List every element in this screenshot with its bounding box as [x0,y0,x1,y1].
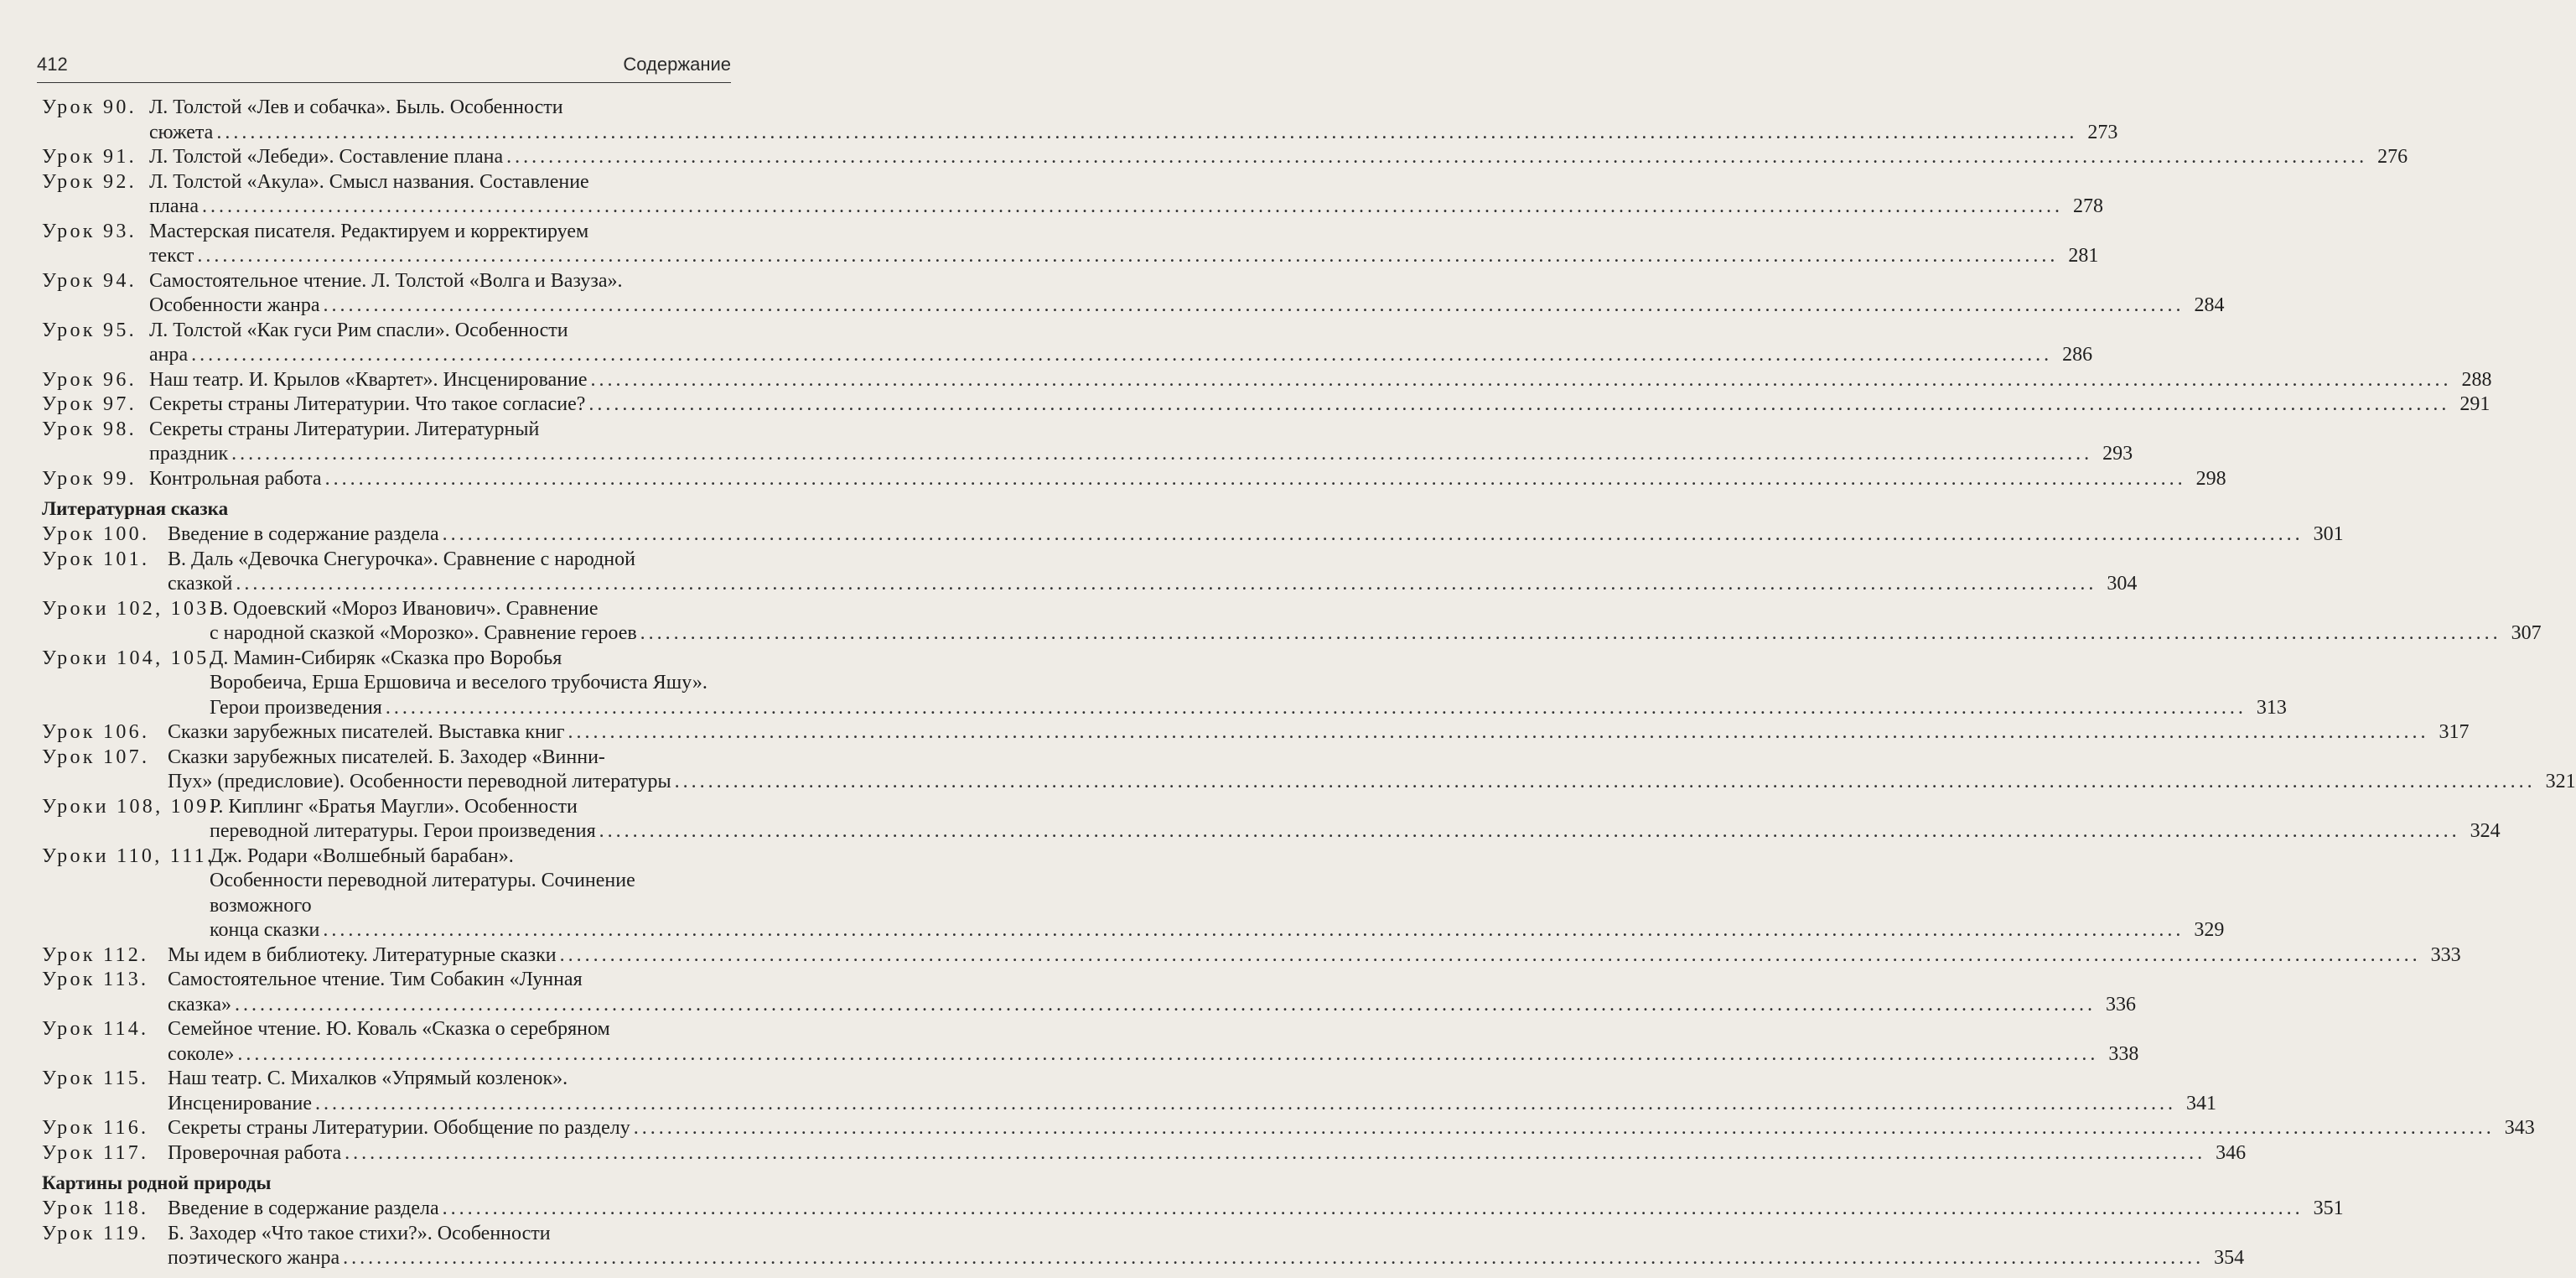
toc-entry [42,1197,2344,1222]
leader-dots: .............................................................................................................................................................................................................................. [236,573,2097,595]
leader-dots: .............................................................................................................................................................................................................................. [237,1042,2099,1065]
lesson-label: Урок 115. [42,1068,149,1089]
entry-title [149,467,2226,492]
title-line [210,621,2542,647]
lesson-label: Урок 118. [42,1197,149,1219]
lesson-label: Урок 114. [42,1018,149,1040]
leader-dots: .............................................................................................................................................................................................................................. [315,1092,2177,1114]
leader-dots: .............................................................................................................................................................................................................................. [442,523,2304,545]
entry-title [168,548,2138,597]
lesson-label: Урок 94. [42,269,137,292]
entry-title [168,1141,2247,1166]
entry-title [149,220,2099,269]
leader-dots: .............................................................................................................................................................................................................................. [674,771,2536,792]
title-text: Введение в содержание раздела [168,1197,439,1219]
title-line [168,1222,739,1247]
lesson-label: Урок 117. [42,1141,149,1164]
title-line [210,696,2287,721]
entry-title [168,746,2576,795]
page-ref: 343 [2504,1117,2535,1139]
entry-title [168,943,2461,969]
title-text: текст [149,245,194,267]
leader-dots: .............................................................................................................................................................................................................................. [323,294,2185,316]
lesson-label: Урок 116. [42,1117,149,1139]
page-ref: 336 [2106,993,2137,1016]
lesson-label: Урок 106. [42,721,150,743]
title-line [149,392,2490,418]
lesson-label: Урок 113. [42,969,149,990]
title-line [210,795,739,820]
section-heading: Картины родной природы [42,1172,272,1193]
title-text: Сказки зарубежных писателей. Б. Заходер «Винни- [168,746,605,768]
lesson-label: Уроки 110, 111. [42,844,215,867]
title-line [168,1246,2245,1271]
leader-dots: .............................................................................................................................................................................................................................. [235,993,2097,1016]
title-text: Наш театр. С. Михалков «Упрямый козленок». [168,1068,568,1089]
toc-entry [42,647,2287,721]
toc-entry [42,597,2542,647]
lesson-label: Уроки 108, 109. [42,795,217,818]
page-ref: 298 [2195,467,2226,490]
entry-title [149,418,2133,467]
title-text: Дж. Родари «Волшебный барабан». [210,844,514,867]
entry-title [168,968,2137,1017]
title-text: Особенности жанра [149,294,320,316]
title-line [149,269,739,294]
title-line [168,968,739,993]
entry-title [168,1116,2535,1141]
title-text: Самостоятельное чтение. Л. Толстой «Волга и Вазуза». [149,269,623,292]
leader-dots: .............................................................................................................................................................................................................................. [216,121,2078,143]
toc-entry [42,1017,2139,1067]
toc-entry [42,720,2470,746]
leader-dots: .............................................................................................................................................................................................................................. [343,1247,2205,1269]
title-text: Семейное чтение. Ю. Коваль «Сказка о серебряном [168,1018,610,1040]
title-line [168,993,2137,1018]
table-of-contents [42,96,2576,1271]
entry-title [149,392,2490,418]
title-text: Инсценирование [168,1092,313,1114]
title-text: сказкой [168,573,233,595]
lesson-label: Урок 96. [42,368,137,391]
title-line [168,522,2344,548]
title-text: с народной сказкой «Морозко». Сравнение героев [210,622,637,644]
title-text: Л. Толстой «Как гуси Рим спасли». Особенности [149,319,568,341]
page-ref: 317 [2439,721,2470,743]
lesson-label: Урок 97. [42,393,137,415]
page-ref: 284 [2194,294,2225,316]
title-text: Герои произведения [210,696,382,719]
page-header [37,49,731,83]
leader-dots: .............................................................................................................................................................................................................................. [201,195,2063,217]
entry-title [149,269,2225,319]
title-text: Секреты страны Литературии. Литературный [149,418,540,440]
title-line [149,96,739,121]
toc-entry [42,319,2093,368]
title-text: Сказки зарубежных писателей. Выставка книг [168,721,565,743]
toc-entry [42,467,2226,492]
title-text: В. Даль «Девочка Снегурочка». Сравнение с народной [168,548,635,570]
page-ref: 321 [2545,771,2576,792]
leader-dots: .............................................................................................................................................................................................................................. [559,943,2421,966]
toc-entry [42,220,2099,269]
toc-entry [42,844,2225,943]
title-line [210,597,739,622]
title-text: Проверочная работа [168,1141,342,1164]
leader-dots: .............................................................................................................................................................................................................................. [590,368,2452,391]
leader-dots: .............................................................................................................................................................................................................................. [633,1117,2495,1139]
title-line [149,121,2118,146]
toc-entry [42,968,2137,1017]
toc-entry [42,269,2225,319]
toc-entry [42,1222,2245,1271]
title-line [168,746,739,771]
entry-title [210,597,2542,647]
title-text: праздник [149,443,229,465]
page-ref: 329 [2194,919,2225,941]
page-ref: 293 [2102,443,2133,465]
toc-entry [42,392,2490,418]
entry-title [168,522,2344,548]
title-line [168,943,2461,969]
page-ref: 351 [2313,1197,2344,1219]
title-line [168,1141,2247,1166]
lesson-label: Урок 95. [42,319,137,341]
entry-title [210,647,2287,721]
toc-entry [42,170,2103,220]
page-ref: 341 [2186,1092,2217,1114]
title-line [210,671,739,696]
page-ref: 273 [2087,121,2118,143]
title-line [210,844,739,870]
title-text: Секреты страны Литературии. Обобщение по разделу [168,1117,630,1139]
leader-dots: .............................................................................................................................................................................................................................. [588,393,2450,415]
entry-title [149,170,2103,220]
page-ref: 313 [2256,696,2287,719]
title-text: Л. Толстой «Акула». Смысл названия. Составление [149,170,589,193]
title-text: Секреты страны Литературии. Что такое согласие? [149,393,586,415]
title-line [210,869,739,918]
page-number: 412 [37,54,68,75]
toc-entry [42,96,2118,145]
toc-block [42,522,2576,1166]
toc-entry [42,548,2138,597]
running-title: Содержание [623,54,731,75]
lesson-label: Урок 90. [42,96,137,118]
title-text: поэтического жанра [168,1247,340,1269]
title-text: Л. Толстой «Лев и собачка». Быль. Особенности [149,96,563,118]
entry-title [149,96,2118,145]
leader-dots: .............................................................................................................................................................................................................................. [231,443,2093,465]
lesson-label: Урок 119. [42,1222,149,1244]
title-line [168,1017,739,1042]
leader-dots: .............................................................................................................................................................................................................................. [197,245,2059,267]
title-line [149,442,2133,467]
lesson-label: Уроки 104, 105. [42,647,217,669]
toc-entry [42,1141,2247,1166]
title-line [149,343,2093,368]
page-ref: 333 [2430,943,2461,966]
leader-dots: .............................................................................................................................................................................................................................. [599,820,2460,842]
page-ref: 338 [2108,1042,2139,1065]
title-text: Пух» (предисловие). Особенности переводной литературы [168,771,671,792]
page-ref: 346 [2216,1141,2247,1164]
title-text: переводной литературы. Герои произведения [210,820,596,842]
title-text: Д. Мамин-Сибиряк «Сказка про Воробья [210,647,562,669]
page-ref: 301 [2313,523,2344,545]
title-line [149,244,2099,269]
leader-dots: .............................................................................................................................................................................................................................. [442,1197,2304,1219]
lesson-label: Урок 112. [42,943,149,966]
entry-title [168,1222,2245,1271]
title-line [168,548,739,573]
title-text: Особенности переводной литературы. Сочинение возможного [210,870,635,917]
page-ref: 276 [2377,146,2408,168]
title-text: Введение в содержание раздела [168,523,439,545]
title-text: Л. Толстой «Лебеди». Составление плана [149,146,504,168]
title-line [149,294,2225,319]
leader-dots: .............................................................................................................................................................................................................................. [640,622,2501,644]
title-line [149,220,739,245]
page-ref: 288 [2461,368,2492,391]
title-line [168,1197,2344,1222]
title-line [149,170,739,195]
page-ref: 281 [2068,245,2099,267]
toc-entry [42,145,2408,170]
entry-title [210,844,2225,943]
title-line [168,572,2138,597]
lesson-label: Урок 92. [42,170,137,193]
title-line [168,1067,739,1092]
entry-title [168,720,2470,746]
toc-block [42,96,2492,491]
title-text: Самостоятельное чтение. Тим Собакин «Лунная [168,969,583,990]
section-heading: Литературная сказка [42,498,229,519]
title-text: анра [149,344,189,366]
page-ref: 278 [2072,195,2103,217]
title-line [149,195,2103,220]
title-text: Наш театр. И. Крылов «Квартет». Инсценирование [149,368,588,391]
title-line [168,1042,2139,1068]
lesson-label: Урок 91. [42,146,137,168]
toc-entry [42,1067,2217,1116]
toc-entry [42,1116,2535,1141]
page-ref: 324 [2470,820,2501,842]
page-ref: 354 [2214,1247,2245,1269]
title-text: Б. Заходер «Что такое стихи?». Особенности [168,1222,551,1244]
title-text: В. Одоевский «Мороз Иванович». Сравнение [210,597,599,620]
toc-entry [42,943,2461,969]
leader-dots: .............................................................................................................................................................................................................................. [345,1141,2206,1164]
leader-dots: .............................................................................................................................................................................................................................. [323,919,2185,941]
lesson-label: Урок 107. [42,746,150,768]
entry-title [168,1067,2217,1116]
entry-title [168,1197,2344,1222]
leader-dots: .............................................................................................................................................................................................................................. [568,721,2429,743]
lesson-label: Урок 99. [42,467,137,490]
page-ref: 291 [2459,393,2490,415]
title-text: Мы идем в библиотеку. Литературные сказки [168,943,557,966]
title-text: плана [149,195,199,217]
lesson-label: Урок 93. [42,220,137,242]
title-line [168,720,2470,746]
title-text: Воробеича, Ерша Ершовича и веселого трубочиста Яшу». [210,672,707,694]
lesson-label: Урок 100. [42,523,150,545]
lesson-label: Урок 98. [42,418,137,440]
title-line [210,647,739,672]
leader-dots: .............................................................................................................................................................................................................................. [385,696,2247,719]
title-line [149,319,739,344]
toc-block [42,1197,2344,1271]
toc-entry [42,418,2133,467]
toc-entry [42,795,2501,844]
lesson-label: Урок 101. [42,548,150,570]
title-line [168,770,2576,795]
page-ref: 304 [2107,573,2138,595]
entry-title [149,145,2408,170]
lesson-label: Уроки 102, 103. [42,597,217,620]
title-text: Контрольная работа [149,467,322,490]
entry-title [210,795,2501,844]
leader-dots: .............................................................................................................................................................................................................................. [324,467,2186,490]
title-line [210,918,2225,943]
title-text: соколе» [168,1042,235,1065]
title-text: Мастерская писателя. Редактируем и корректируем [149,220,589,242]
title-line [168,1092,2217,1117]
leader-dots: .............................................................................................................................................................................................................................. [191,344,2053,366]
title-line [149,467,2226,492]
title-line [149,418,739,443]
title-line [149,368,2492,393]
page-ref: 286 [2062,344,2093,366]
title-line [210,819,2501,844]
toc-entry [42,746,2576,795]
entry-title [149,319,2093,368]
title-text: сюжета [149,121,214,143]
toc-entry [42,368,2492,393]
title-text: Р. Киплинг «Братья Маугли». Особенности [210,795,578,818]
title-line [149,145,2408,170]
leader-dots: .............................................................................................................................................................................................................................. [506,146,2368,168]
entry-title [168,1017,2139,1067]
title-line [168,1116,2535,1141]
entry-title [149,368,2492,393]
page-ref: 307 [2511,622,2542,644]
title-text: конца сказки [210,919,320,941]
toc-entry [42,522,2344,548]
title-text: сказка» [168,993,232,1016]
